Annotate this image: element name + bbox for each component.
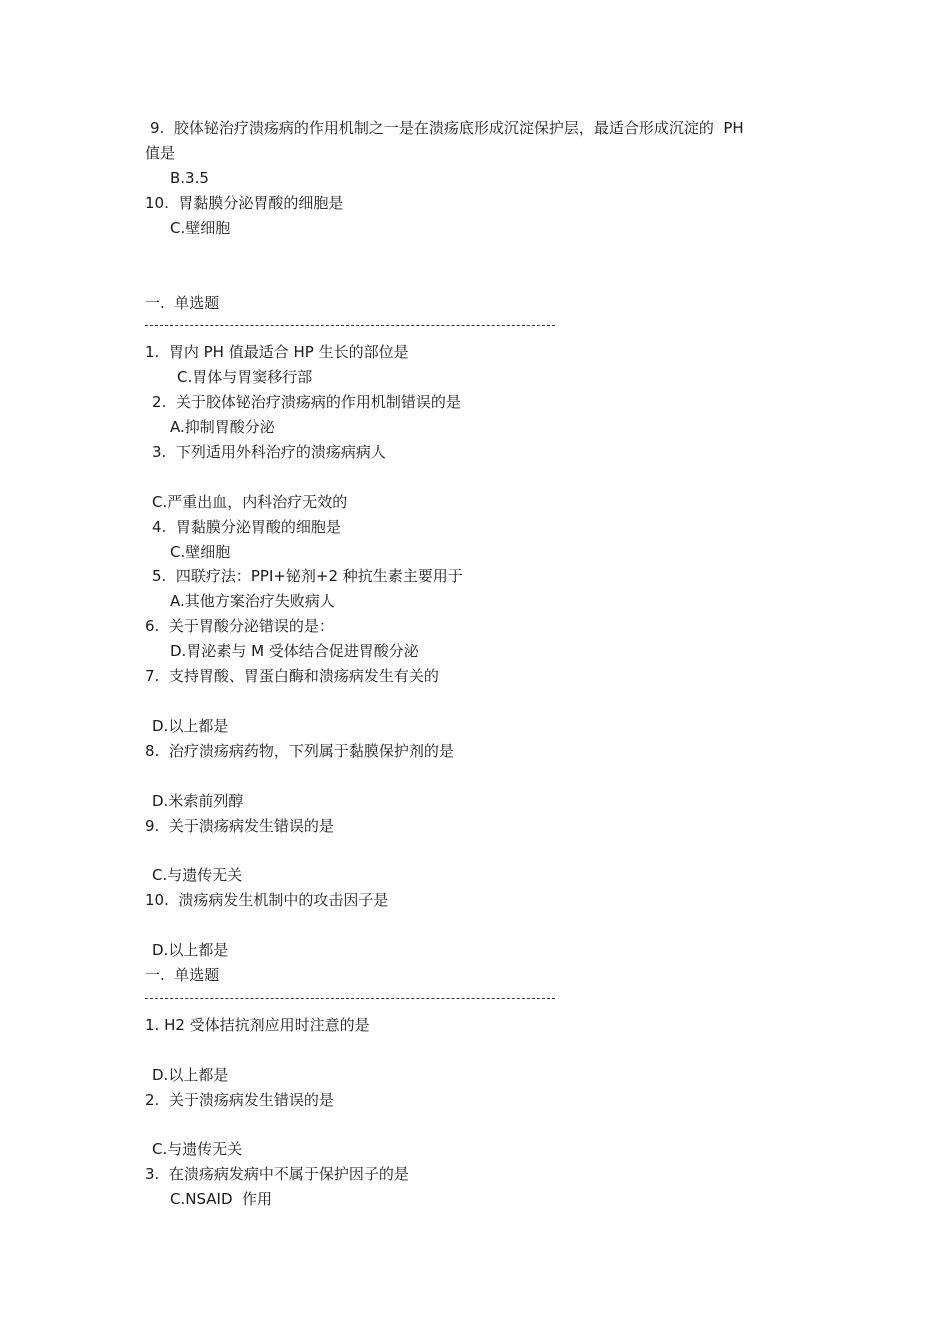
question-text: 3. 在溃疡病发病中不属于保护因子的是 [145, 1165, 409, 1183]
answer-text: C.壁细胞 [170, 219, 231, 237]
answer-text: D.以上都是 [152, 1066, 229, 1084]
question-text: 6. 关于胃酸分泌错误的是： [145, 617, 334, 635]
question-text: 10. 溃疡病发生机制中的攻击因子是 [145, 891, 389, 909]
answer-text: D.胃泌素与 M 受体结合促进胃酸分泌 [170, 642, 419, 660]
question-text: 10. 胃黏膜分泌胃酸的细胞是 [145, 194, 344, 212]
answer-text: A.抑制胃酸分泌 [170, 418, 275, 436]
question-text: 1. H2 受体拮抗剂应用时注意的是 [145, 1016, 370, 1034]
question-text: 3. 下列适用外科治疗的溃疡病病人 [152, 443, 386, 461]
question-text: 9. 胶体铋治疗溃疡病的作用机制之一是在溃疡底形成沉淀保护层，最适合形成沉淀的 PH [150, 119, 744, 137]
answer-text: D.以上都是 [152, 941, 229, 959]
question-text: 1. 胃内 PH 值最适合 HP 生长的部位是 [145, 343, 409, 361]
answer-text: C.严重出血，内科治疗无效的 [152, 493, 348, 511]
question-text: 5. 四联疗法：PPI+铋剂+2 种抗生素主要用于 [152, 567, 463, 585]
question-text: 4. 胃黏膜分泌胃酸的细胞是 [152, 518, 341, 536]
section-heading: 一. 单选题 [145, 294, 220, 312]
answer-text: C.与遗传无关 [152, 1140, 243, 1158]
question-text: 8. 治疗溃疡病药物，下列属于黏膜保护剂的是 [145, 742, 454, 760]
question-text: 9. 关于溃疡病发生错误的是 [145, 817, 334, 835]
question-text: 2. 关于溃疡病发生错误的是 [145, 1091, 334, 1109]
answer-text: C.NSAID 作用 [170, 1190, 273, 1208]
answer-text: C.壁细胞 [170, 543, 231, 561]
answer-text: C.胃体与胃窦移行部 [177, 368, 313, 386]
answer-text: B.3.5 [170, 169, 209, 187]
section-divider [145, 998, 555, 999]
question-text: 2. 关于胶体铋治疗溃疡病的作用机制错误的是 [152, 393, 461, 411]
answer-text: D.以上都是 [152, 717, 229, 735]
answer-text: C.与遗传无关 [152, 866, 243, 884]
answer-text: D.米索前列醇 [152, 792, 244, 810]
section-divider [145, 325, 555, 326]
answer-text: A.其他方案治疗失败病人 [170, 592, 335, 610]
section-heading: 一. 单选题 [145, 966, 220, 984]
question-text-cont: 值是 [145, 144, 176, 162]
question-text: 7. 支持胃酸、胃蛋白酶和溃疡病发生有关的 [145, 667, 439, 685]
